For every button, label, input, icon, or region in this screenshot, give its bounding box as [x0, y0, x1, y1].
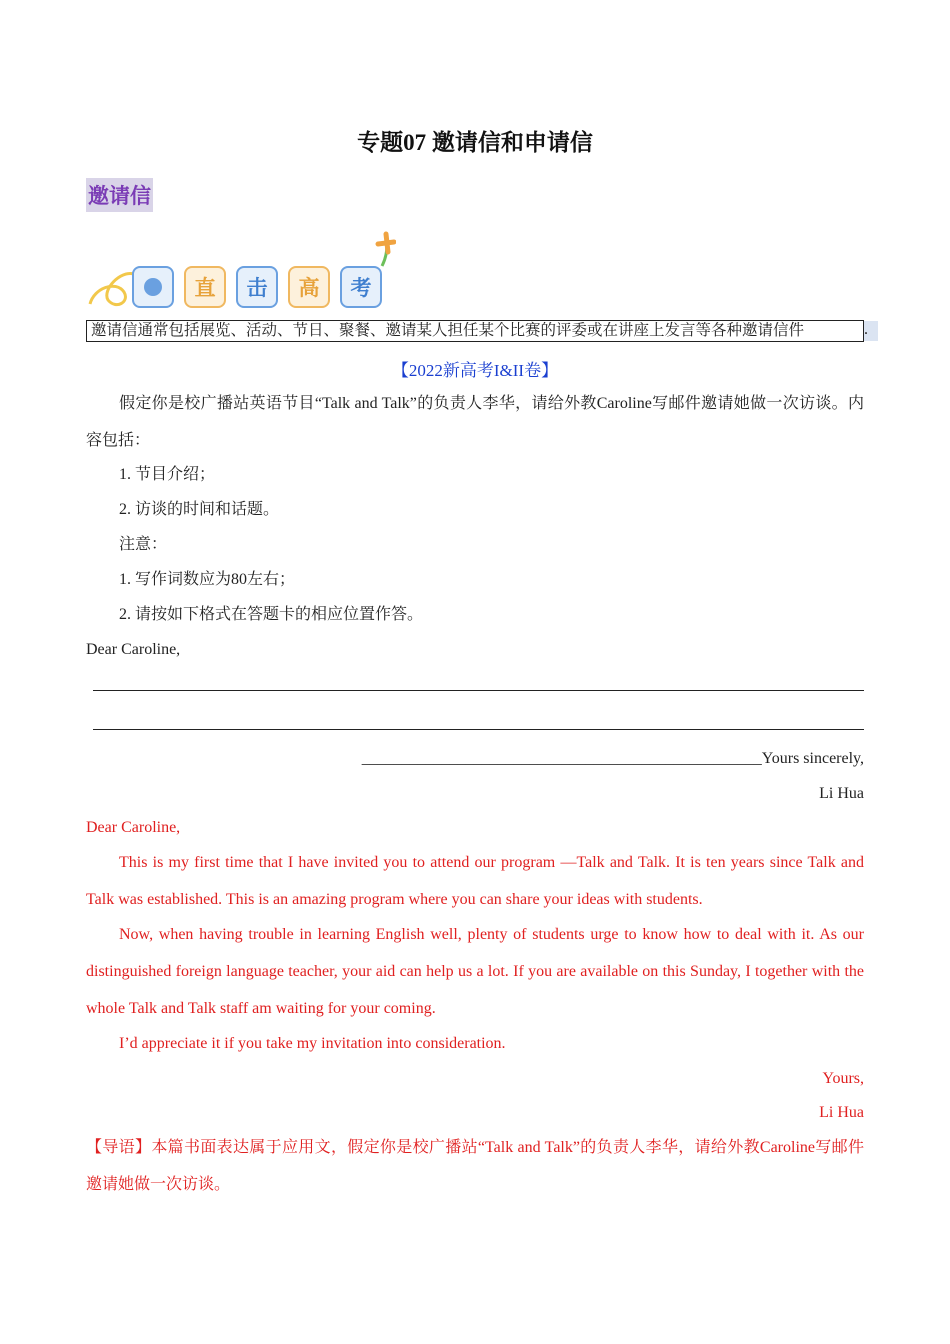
prompt-signature: Li Hua — [819, 785, 864, 802]
exam-banner — [86, 230, 396, 314]
section-tag: 邀请信 — [86, 178, 153, 212]
note-label: 注意： — [119, 536, 168, 553]
prompt-item: 1. 节目介绍； — [119, 466, 216, 483]
note-item: 2. 请按如下格式在答题卡的相应位置作答。 — [119, 606, 424, 623]
guide-label: 【导语】 — [86, 1139, 152, 1156]
page-title: 专题07 邀请信和申请信 — [357, 130, 593, 155]
intro-box: 邀请信通常包括展览、活动、节日、聚餐、邀请某人担任某个比赛的评委或在讲座上发言等各种邀请信件 — [86, 320, 864, 342]
answer-line — [93, 729, 864, 730]
source-label: 【2022新高考I&II卷】 — [391, 361, 559, 380]
guide-text: 本篇书面表达属于应用文，假定你是校广播站“Talk and Talk”的负责人李华，请给外教Caroline写邮件邀请她做一次访谈。 — [86, 1139, 864, 1193]
intro-tail: . — [864, 321, 878, 341]
banner-tile: 击 — [236, 266, 278, 308]
prompt-closing — [86, 740, 864, 777]
closing-blank: __________________________________________________ — [361, 750, 762, 767]
banner-tile: 高 — [288, 266, 330, 308]
note-item: 1. 写作词数应为80左右； — [119, 571, 296, 588]
banner-tile-dot — [132, 266, 174, 308]
guide-paragraph — [86, 1129, 864, 1203]
sample-signature: Li Hua — [819, 1104, 864, 1121]
banner-tile: 直 — [184, 266, 226, 308]
prompt-paragraph: 假定你是校广播站英语节目“Talk and Talk”的负责人李华，请给外教Caroline写邮件邀请她做一次访谈。内容包括： — [86, 395, 864, 449]
sample-paragraph: I’d appreciate it if you take my invitation into consideration. — [119, 1035, 506, 1052]
sample-paragraph: Now, when having trouble in learning English well, plenty of students urge to know how to deal with it. As our distinguished foreign language teacher, your aid can help us a lot. If you are available on this Sunday, I together with the whole Talk and Talk staff am waiting for your coming. — [86, 926, 864, 1017]
sample-paragraph: This is my first time that I have invited you to attend our program —Talk and Talk. It is ten years since Talk and Talk was established. This is an amazing program where you can share your ideas with students. — [86, 854, 864, 908]
sample-closing: Yours, — [822, 1070, 864, 1087]
sample-salutation: Dear Caroline, — [86, 819, 181, 836]
prompt-salutation: Dear Caroline, — [86, 641, 181, 658]
answer-line — [93, 690, 864, 691]
prompt-item: 2. 访谈的时间和话题。 — [119, 501, 280, 518]
circle-icon — [144, 278, 162, 296]
closing-text: Yours sincerely, — [761, 750, 864, 767]
banner-tile: 考 — [340, 266, 382, 308]
